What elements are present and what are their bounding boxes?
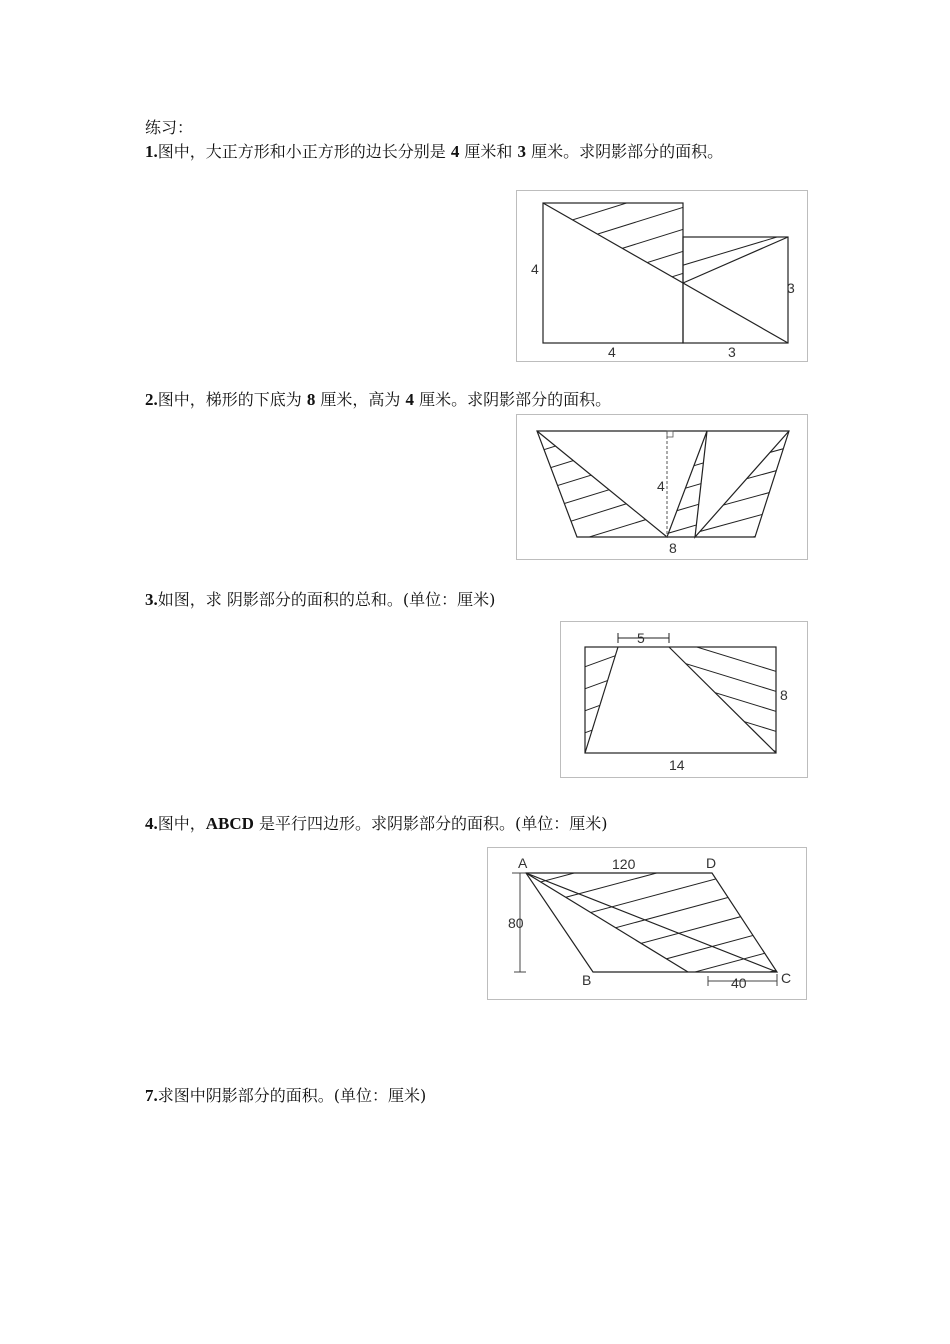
fig3-bottom-label: 14 <box>669 757 685 773</box>
fig4-vertex-b: B <box>582 972 592 988</box>
figure-1 <box>516 190 808 362</box>
problem-7: 7.求图中阴影部分的面积。(单位：厘米) <box>145 1086 427 1105</box>
fig3-right-label: 8 <box>780 687 788 703</box>
fig4-vertex-d: D <box>706 855 717 871</box>
fig4-top-label: 120 <box>612 856 636 872</box>
problem-number: 1. <box>145 142 158 161</box>
fig4-height-label: 80 <box>508 915 524 931</box>
fig1-bottom-small-label: 3 <box>728 344 736 360</box>
fig1-right-label: 3 <box>787 280 795 296</box>
fig4-vertex-a: A <box>518 855 528 871</box>
problem-number: 4. <box>145 814 158 833</box>
problem-3: 3.如图，求 阴影部分的面积的总和。(单位：厘米) <box>145 590 496 609</box>
fig2-height-label: 4 <box>657 478 665 494</box>
problem-number: 3. <box>145 590 158 609</box>
problem-number: 7. <box>145 1086 158 1105</box>
fig4-vertex-c: C <box>781 970 792 986</box>
problem-2: 2.图中，梯形的下底为 8 厘米，高为 4 厘米。求阴影部分的面积。 <box>145 390 612 409</box>
fig4-bottom-seg-label: 40 <box>731 975 747 991</box>
fig1-bottom-big-label: 4 <box>608 344 616 360</box>
problem-number: 2. <box>145 390 158 409</box>
figure-3 <box>560 621 808 778</box>
problem-1: 1.图中，大正方形和小正方形的边长分别是 4 厘米和 3 厘米。求阴影部分的面积。 <box>145 142 724 161</box>
problem-4: 4.图中，ABCD 是平行四边形。求阴影部分的面积。(单位：厘米) <box>145 814 608 833</box>
figure-2 <box>516 414 808 560</box>
figure-4 <box>487 847 807 1000</box>
fig1-left-label: 4 <box>531 261 539 277</box>
fig3-top-label: 5 <box>637 630 645 646</box>
heading: 练习： <box>145 118 194 137</box>
fig2-bottom-label: 8 <box>669 540 677 556</box>
